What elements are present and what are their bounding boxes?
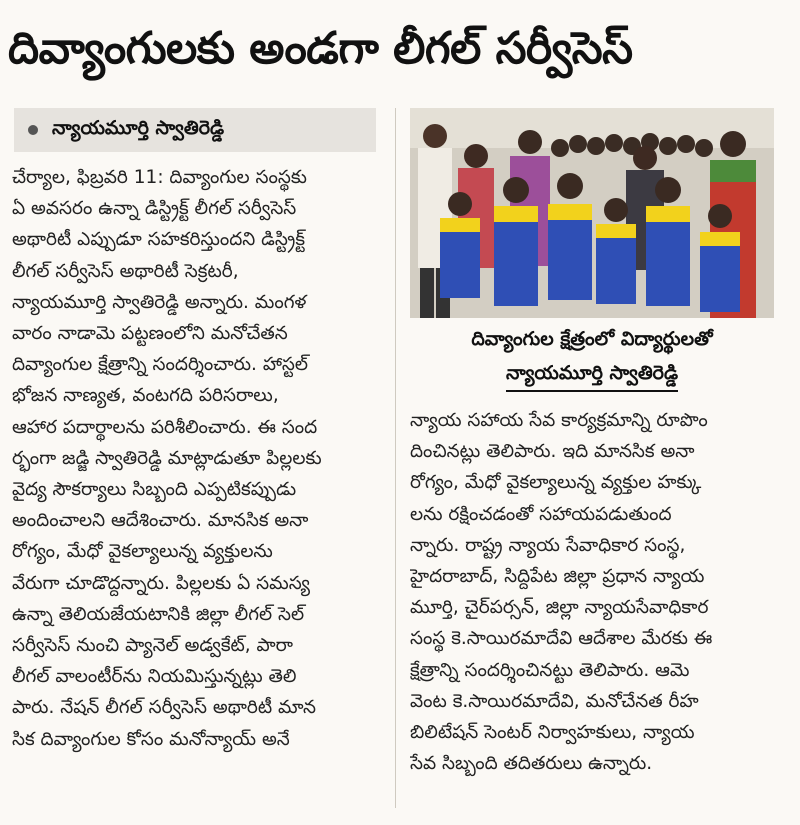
news-photo <box>410 108 774 318</box>
article-line: అందించాలని ఆదేశించారు. మానసిక అనా <box>12 510 309 532</box>
article-line: సంస్థ కె.సాయిరమాదేవి ఆదేశాల మేరకు ఈ <box>410 628 713 650</box>
article-line: రోగ్యం, మేధో వైకల్యాలున్న వ్యక్తుల హక్కు <box>410 472 702 494</box>
article-line: ర్భంగా జడ్జి స్వాతిరెడ్డి మాట్లాడుతూ పిల్లలకు <box>12 447 322 469</box>
article-line: దించినట్లు తెలిపారు. ఇది మానసిక అనా <box>410 441 695 463</box>
byline-box <box>14 108 376 152</box>
article-line: లీగల్ సర్వీసెస్ అథారిటీ సెక్రటరీ, <box>12 260 239 282</box>
article-line: వేరుగా చూడొద్దన్నారు. పిల్లలకు ఏ సమస్య <box>12 572 310 594</box>
bullet-icon <box>28 125 38 135</box>
article-line: వెంట కె.సాయిరమాదేవి, మనోచేనత రీహ <box>410 690 699 712</box>
article-line: క్షేత్రాన్ని సందర్శించినట్టు తెలిపారు. ఆమె <box>410 659 690 681</box>
article-line: హైదరాబాద్, సిద్దిపేట జిల్లా ప్రధాన న్యాయ <box>410 566 705 588</box>
article-line: దివ్యాంగుల క్షేత్రాన్ని సందర్శించారు. హాస్టల్ <box>12 354 309 376</box>
article-line: ఉన్నా తెలియజేయటానికి జిల్లా లీగల్ సెల్ <box>12 603 305 625</box>
photo-caption <box>410 322 774 394</box>
article-line: సిక దివ్యాంగుల కోసం మనోన్యాయ్ అనే <box>12 728 290 750</box>
article-line: పారు. నేషన్ లీగల్ సర్వీసెస్ అథారిటీ మాన <box>12 697 316 719</box>
article-line: న్యాయ సహాయ సేవ కార్యక్రమాన్ని రూపొం <box>410 410 708 431</box>
caption-line-2: న్యాయమూర్తి స్వాతిరెడ్డి <box>506 356 678 392</box>
article-line: న్నారు. రాష్ట్ర న్యాయ సేవాధికార సంస్థ, <box>410 534 686 556</box>
article-line: అథారిటీ ఎప్పుడూ సహకరిస్తుందని డిస్ట్రిక్ట్ <box>12 229 305 251</box>
headline: దివ్యాంగులకు అండగా లీగల్ సర్వీసెస్ <box>8 23 633 74</box>
article-line: సేవ సిబ్బంది తదితరులు ఉన్నారు. <box>410 753 653 775</box>
photo-illustration <box>410 108 774 318</box>
article-line: రోగ్యం, మేధో వైకల్యాలున్న వ్యక్తులను <box>12 541 273 563</box>
article-line: లను రక్షించడంతో సహాయపడుతుంద <box>410 503 672 525</box>
article-line: చేర్యాల, ఫిబ్రవరి 11: దివ్యాంగుల సంస్థకు <box>12 167 307 188</box>
article-line: న్యాయమూర్తి స్వాతిరెడ్డి అన్నారు. మంగళ <box>12 291 307 313</box>
article-line: లీగల్ వాలంటీర్‌ను నియమిస్తున్నట్లు తెలి <box>12 666 297 688</box>
byline-author: న్యాయమూర్తి స్వాతిరెడ్డి <box>52 116 225 139</box>
article-line: ఆహార పదార్థాలను పరిశీలించారు. ఈ సంద <box>12 416 318 438</box>
article-column-right <box>410 405 794 779</box>
article-line: ఏ అవసరం ఉన్నా డిస్ట్రిక్ట్ లీగల్ సర్వీసెస్ <box>12 198 297 220</box>
article-line: సర్వీసెస్ నుంచి ప్యానెల్ అడ్వకేట్, పారా <box>12 635 293 657</box>
article-line: వైద్య సౌకర్యాలు సిబ్బంది ఎప్పటికప్పుడు <box>12 479 297 501</box>
column-divider <box>395 108 396 808</box>
article-column-left <box>12 162 390 755</box>
caption-line-1: దివ్యాంగుల క్షేత్రంలో విద్యార్థులతో <box>471 328 713 350</box>
article-line: బిలిటేషన్ సెంటర్ నిర్వాహకులు, న్యాయ <box>410 722 695 744</box>
article-line: మూర్తి, చైర్‌పర్సన్, జిల్లా న్యాయసేవాధికార <box>410 597 709 619</box>
article-line: వారం నాడామె పట్టణంలోని మనోచేతన <box>12 323 288 345</box>
article-line: భోజన నాణ్యత, వంటగది పరిసరాలు, <box>12 385 279 407</box>
